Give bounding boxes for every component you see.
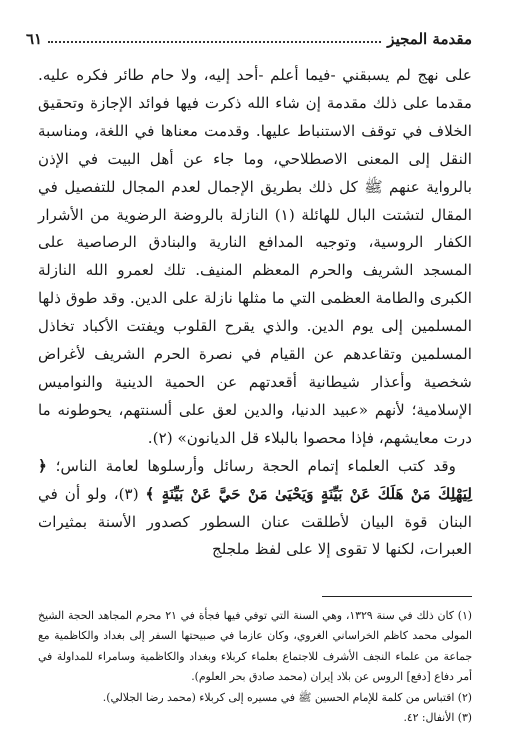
paragraph-2-end: (٣)، ولو أن في البنان قوة البيان لأطلقت عنان السطور كصدور الأسنة بمثيرات العبرات، لكنها لا تقوى إلا على لفظ ملجلج <box>38 484 472 559</box>
body-paragraph-2 <box>38 453 472 565</box>
quran-verse: ﴿ لِيَهْلِكَ مَنْ هَلَكَ عَنْ بَيِّنَةٍ وَيَحْيَىٰ مَنْ حَيَّ عَنْ بَيِّنَةٍ ﴾ <box>38 456 472 503</box>
footnotes <box>38 606 472 728</box>
paragraph-2-start: وقد كتب العلماء إتمام الحجة رسائل وأرسلوها لعامة الناس؛ <box>46 456 456 475</box>
main-text <box>38 62 472 564</box>
page-number: ٦١ <box>26 30 43 48</box>
header-dotted-leader <box>48 41 381 43</box>
footnote-2: (٢) اقتباس من كلمة للإمام الحسين ﷺ في مسيره إلى كربلاء (محمد رضا الجلالي). <box>102 690 472 704</box>
running-header <box>26 26 472 52</box>
footnote-3: (٣) الأنفال: ٤٢. <box>403 711 472 725</box>
footnote-separator <box>322 596 472 597</box>
footnote-1: (١) كان ذلك في سنة ١٣٢٩، وهي السنة التي توفي فيها فجأة في ٢١ محرم المجاهد الحجة الشيخ المولى محمد كاظم الخراساني الغروي، وكان عازما في صبيحتها السفر إلى بغداد والكاظمية مع جماعة من علماء النجف الأشرف للاجتماع بعلماء كربلاء وبغداد والكاظمية وسامراء للمداولة في أمر دفاع [دفع] الروس عن بلاد إيران (محمد صادق بحر العلوم). <box>38 609 472 684</box>
header-title: مقدمة المجيز <box>387 30 472 48</box>
body-paragraph-1: على نهج لم يسبقني -فيما أعلم -أحد إليه، ولا حام طائر فكره عليه. مقدما على ذلك مقدمة إن شاء الله ذكرت فيها فوائد الإجازة وتحقيق الخلاف في توقف الاستنباط عليها. وقدمت معناها في اللغة، ومناسبة النقل إلى المعنى الاصطلاحي، وما جاء عن أهل البيت في الإذن بالرواية عنهم ﷺ كل ذلك بطريق الإجمال لعدم المجال للتفصيل في المقال لتشتت البال للهائلة (١) النازلة بالروضة الرضوية من الأشرار الكفار الروسية، وتوجيه المدافع النارية والبنادق الرصاصية على المسجد الشريف والحرم المعظم المنيف. تلك لعمرو الله النازلة الكبرى والطامة العظمى التي ما مثلها نازلة على الدين. وقد طوق ذلها المسلمين إلى يوم الدين. والذي يقرح القلوب ويفتت الأكباد تخاذل المسلمين وتقاعدهم عن القيام في نصرة الحرم الشريف لأغراض شخصية وأعذار شيطانية أقعدتهم عن الحمية الدينية والنواميس الإسلامية؛ لأنهم «عبيد الدنيا، والدين لعق على ألسنتهم، يحوطونه ما درت معايشهم، فإذا محصوا بالبلاء قل الديانون» (٢). <box>38 66 472 447</box>
